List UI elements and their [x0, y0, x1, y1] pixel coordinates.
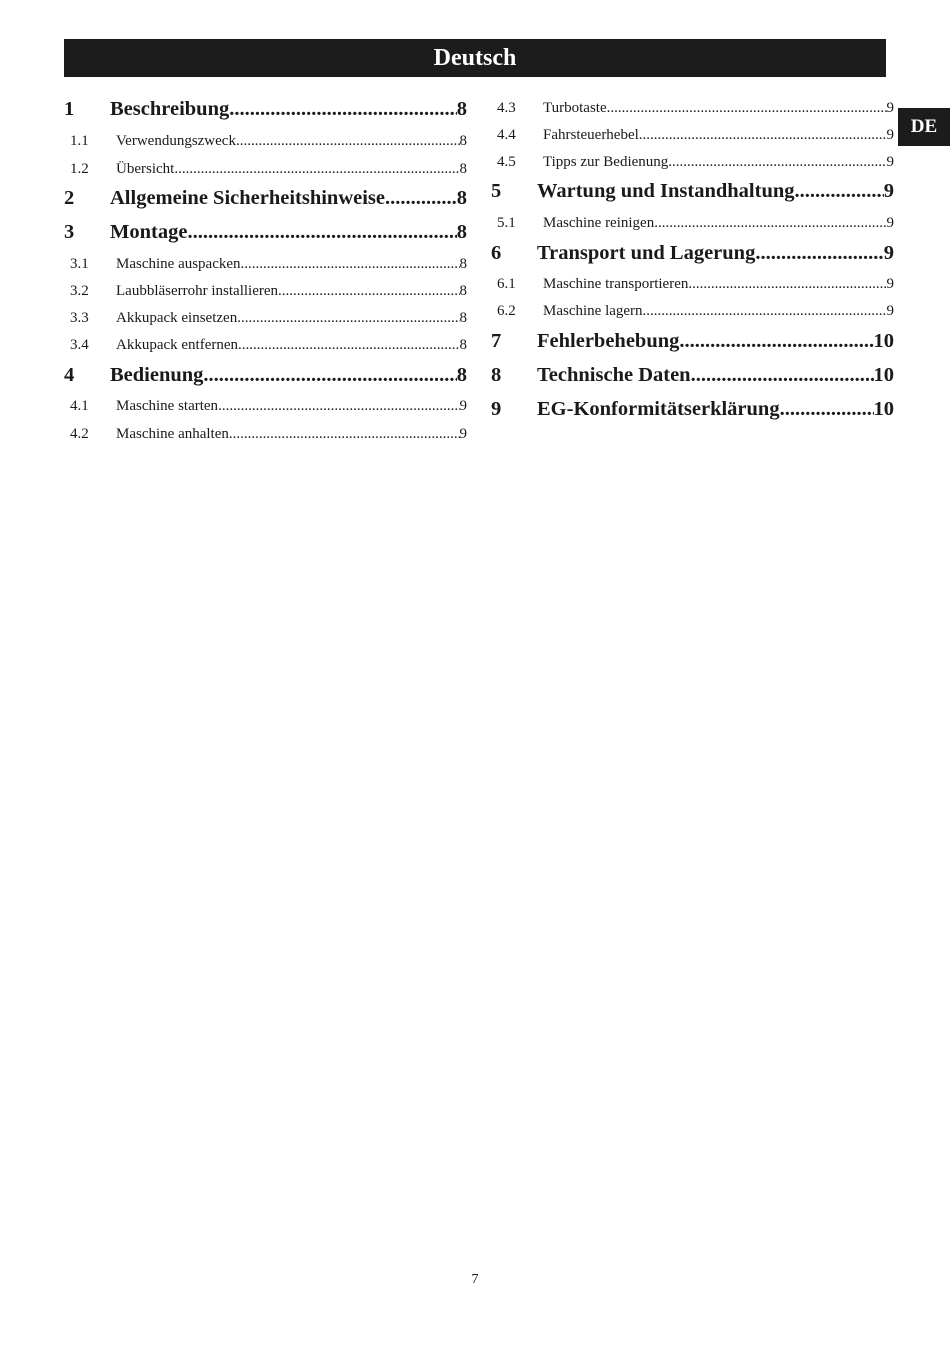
toc-number: 1.2 — [70, 161, 89, 177]
toc-title: Allgemeine Sicherheitshinweise — [110, 187, 386, 209]
toc-entry[interactable] — [64, 337, 467, 354]
toc-leader — [174, 161, 459, 178]
toc-entry[interactable] — [64, 426, 467, 443]
toc-entry[interactable] — [64, 221, 467, 244]
toc-entry[interactable] — [64, 98, 467, 121]
toc-title: Wartung und Instandhaltung — [537, 180, 795, 202]
toc-page: 9 — [886, 127, 894, 143]
toc-entry[interactable] — [491, 303, 894, 320]
toc-number: 6.2 — [497, 303, 516, 319]
toc-page: 9 — [886, 276, 894, 292]
toc-leader — [654, 215, 886, 232]
toc-number: 1.1 — [70, 133, 89, 149]
toc-title: Transport und Lagerung — [537, 242, 756, 264]
page-number: 7 — [471, 1272, 479, 1287]
toc-leader — [218, 398, 459, 415]
toc-leader — [385, 187, 457, 210]
toc-number: 5.1 — [497, 215, 516, 231]
toc-number: 4.4 — [497, 127, 516, 143]
toc-leader — [238, 337, 459, 354]
toc-number: 3.3 — [70, 310, 89, 326]
toc-leader — [780, 398, 874, 421]
toc-entry[interactable] — [491, 100, 894, 117]
toc-title: Maschine lagern — [543, 303, 643, 319]
toc-entry[interactable] — [64, 133, 467, 150]
toc-title: Fehlerbehebung — [537, 330, 680, 352]
toc-title: Fahrsteuerhebel — [543, 127, 639, 143]
toc-leader — [187, 221, 456, 244]
toc-number: 1 — [64, 98, 75, 120]
toc-page: 8 — [459, 256, 467, 272]
toc-number: 9 — [491, 398, 502, 420]
toc-page: 9 — [883, 180, 894, 202]
toc-entry[interactable] — [491, 127, 894, 144]
toc-page: 8 — [456, 98, 467, 120]
toc-page: 8 — [459, 161, 467, 177]
toc-page: 8 — [459, 310, 467, 326]
toc-title: Tipps zur Bedienung — [543, 154, 669, 170]
toc-entry[interactable] — [64, 161, 467, 178]
toc-leader — [755, 242, 883, 265]
toc-entry[interactable] — [64, 256, 467, 273]
toc-number: 7 — [491, 330, 502, 352]
toc-page: 10 — [873, 398, 894, 420]
toc-number: 8 — [491, 364, 502, 386]
toc-leader — [229, 426, 460, 443]
toc-leader — [237, 310, 459, 327]
toc-leader — [241, 256, 460, 273]
toc-page: 9 — [459, 398, 467, 414]
toc-number: 3.1 — [70, 256, 89, 272]
toc-title: Maschine auspacken — [116, 256, 241, 272]
toc-leader — [278, 283, 459, 300]
toc-entry[interactable] — [491, 276, 894, 293]
toc-title: Übersicht — [116, 161, 175, 177]
toc-leader — [643, 303, 887, 320]
toc-entry[interactable] — [491, 180, 894, 203]
toc-page: 8 — [456, 221, 467, 243]
toc-number: 2 — [64, 187, 75, 209]
toc-entry[interactable] — [491, 242, 894, 265]
toc-page: 9 — [883, 242, 894, 264]
toc-number: 3.4 — [70, 337, 89, 353]
toc-title: Maschine transportieren — [543, 276, 689, 292]
toc-page: 9 — [886, 303, 894, 319]
toc-page: 8 — [456, 187, 467, 209]
toc-page: 9 — [886, 154, 894, 170]
toc-number: 4.2 — [70, 426, 89, 442]
toc-entry[interactable] — [64, 310, 467, 327]
toc-page: 8 — [459, 337, 467, 353]
toc-entry[interactable] — [64, 187, 467, 210]
toc-title: Maschine reinigen — [543, 215, 655, 231]
toc-page: 9 — [886, 100, 894, 116]
toc-entry[interactable] — [491, 215, 894, 232]
toc-entry[interactable] — [491, 364, 894, 387]
toc-number: 3.2 — [70, 283, 89, 299]
toc-number: 6.1 — [497, 276, 516, 292]
toc-leader — [688, 276, 886, 293]
toc-page: 9 — [459, 426, 467, 442]
toc-title: Bedienung — [110, 364, 204, 386]
toc-page: 10 — [873, 330, 894, 352]
toc-page: 10 — [873, 364, 894, 386]
toc-title: Akkupack entfernen — [116, 337, 239, 353]
toc-leader — [236, 133, 460, 150]
toc-page: 8 — [459, 133, 467, 149]
toc-title: Turbotaste — [543, 100, 607, 116]
toc-leader — [679, 330, 873, 353]
toc-number: 4.5 — [497, 154, 516, 170]
toc-leader — [691, 364, 874, 387]
toc-page: 8 — [456, 364, 467, 386]
toc-title: Maschine starten — [116, 398, 219, 414]
toc-title: Beschreibung — [110, 98, 230, 120]
toc-title: Akkupack einsetzen — [116, 310, 238, 326]
toc-leader — [607, 100, 887, 117]
toc-title: Maschine anhalten — [116, 426, 229, 442]
toc-page: 8 — [459, 283, 467, 299]
toc-entry[interactable] — [64, 283, 467, 300]
language-header: Deutsch — [64, 39, 886, 77]
toc-title: Montage — [110, 221, 188, 243]
toc-leader — [203, 364, 456, 387]
toc-title: Verwendungszweck — [116, 133, 236, 149]
toc-entry[interactable] — [64, 364, 467, 387]
toc-title: Laubbläserrohr installieren — [116, 283, 279, 299]
toc-entry[interactable] — [491, 330, 894, 353]
toc-leader — [668, 154, 886, 171]
toc-title: Technische Daten — [537, 364, 691, 386]
toc-entry[interactable] — [64, 398, 467, 415]
toc-number: 4 — [64, 364, 75, 386]
language-tab: DE — [898, 108, 950, 146]
toc-number: 3 — [64, 221, 75, 243]
toc-page: 9 — [886, 215, 894, 231]
toc-leader — [795, 180, 884, 203]
toc-leader — [229, 98, 457, 121]
toc-number: 4.1 — [70, 398, 89, 414]
toc-leader — [639, 127, 887, 144]
toc-entry[interactable] — [491, 398, 894, 421]
toc-number: 6 — [491, 242, 502, 264]
toc-number: 4.3 — [497, 100, 516, 116]
toc-entry[interactable] — [491, 154, 894, 171]
toc-title: EG-Konformitätserklärung — [537, 398, 780, 420]
toc-number: 5 — [491, 180, 502, 202]
